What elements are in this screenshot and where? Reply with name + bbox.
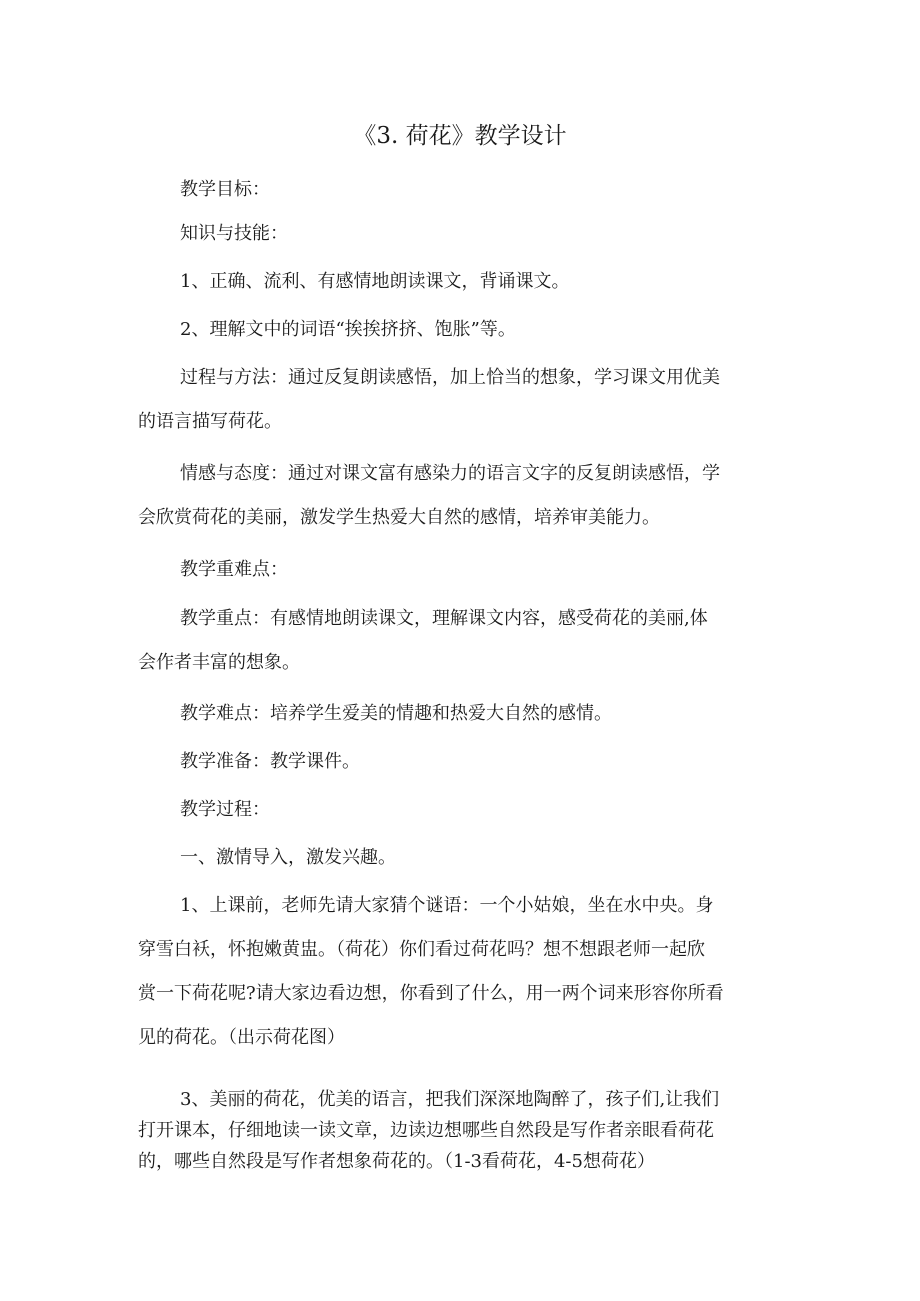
paragraph-line: 见的荷花。（出示荷花图）: [138, 1027, 345, 1048]
document-title: 《3. 荷花》教学设计: [353, 123, 567, 149]
paragraph-line: 教学准备：教学课件。: [180, 751, 360, 772]
paragraph-step-1: [138, 884, 788, 1060]
paragraph-knowledge-skills: [138, 212, 788, 256]
paragraph-line: 1、正确、流利、有感情地朗读课文，背诵课文。: [180, 271, 570, 292]
paragraph-step-3: [138, 1084, 788, 1177]
paragraph-line: 情感与态度：通过对课文富有感染力的语言文字的反复朗读感悟，学: [180, 463, 720, 484]
paragraph-goal-2: [138, 308, 788, 352]
paragraph-line: 教学过程：: [180, 799, 270, 820]
paragraph-preparation: [138, 740, 788, 784]
paragraph-line: 打开课本，仔细地读一读文章，边读边想哪些自然段是写作者亲眼看荷花: [138, 1120, 714, 1141]
paragraph-line: 教学难点：培养学生爱美的情趣和热爱大自然的感情。: [180, 703, 612, 724]
paragraph-line: 教学重难点：: [180, 559, 288, 580]
paragraph-line: 知识与技能：: [180, 223, 288, 244]
paragraph-line: 的语言描写荷花。: [138, 411, 282, 432]
paragraph-line: 会作者丰富的想象。: [138, 652, 300, 673]
paragraph-key-point: [138, 597, 788, 685]
paragraph-line: 一、激情导入，激发兴趣。: [180, 847, 396, 868]
paragraph-line: 教学目标：: [180, 179, 270, 200]
paragraph-section-one: [138, 836, 788, 880]
paragraph-line: 过程与方法：通过反复朗读感悟，加上恰当的想象，学习课文用优美: [180, 367, 720, 388]
paragraph-line: 会欣赏荷花的美丽，激发学生热爱大自然的感情，培养审美能力。: [138, 507, 660, 528]
paragraph-teaching-process: [138, 788, 788, 832]
paragraph-line: 教学重点：有感情地朗读课文，理解课文内容，感受荷花的美丽,体: [180, 608, 708, 629]
paragraph-line: 的，哪些自然段是写作者想象荷花的。（1-3看荷花，4-5想荷花）: [138, 1151, 655, 1172]
paragraph-process-method: [138, 356, 788, 444]
paragraph-emotion-attitude: [138, 452, 788, 540]
paragraph-teaching-goals: [138, 168, 788, 212]
paragraph-line: 1、上课前，老师先请大家猜个谜语：一个小姑娘，坐在水中央。身: [180, 895, 714, 916]
paragraph-goal-1: [138, 260, 788, 304]
paragraph-line: 穿雪白袄，怀抱嫩黄盅。（荷花）你们看过荷花吗？想不想跟老师一起欣: [138, 939, 705, 960]
paragraph-key-difficult-points: [138, 548, 788, 592]
paragraph-line: 赏一下荷花呢?请大家边看边想，你看到了什么，用一两个词来形容你所看: [138, 983, 724, 1004]
paragraph-line: 3、美丽的荷花，优美的语言，把我们深深地陶醉了，孩子们,让我们: [180, 1089, 720, 1110]
paragraph-difficult-point: [138, 692, 788, 736]
paragraph-line: 2、理解文中的词语“挨挨挤挤、饱胀”等。: [180, 319, 516, 340]
